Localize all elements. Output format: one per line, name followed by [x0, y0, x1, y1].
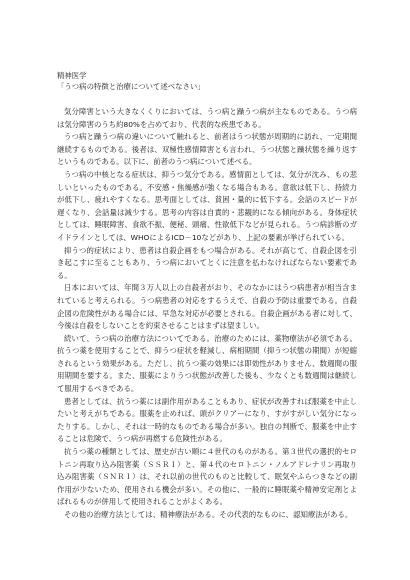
paragraph: 患者としては、抗うつ薬には副作用があることもあり、症状が改善すれば服薬を中止したいと考えがちである。服薬を止めれば、頭がクリアーになり、すがすがしい気分になったりする。しかし、それは一時的なものである場合が多い。独自の判断で、服薬を中止することは危険で、うつ病が再燃する危険性がある。 [57, 396, 357, 444]
paragraph: うつ病と躁うつ病の違いについて触れると、前者はうつ状態が周期的に訪れ、一定期間継続するものである。後者は、双極性感情障害とも言われ、うつ状態と躁状態を繰り返すというものである。以下に、前者のうつ病について述べる。 [57, 132, 357, 167]
paragraph: 続いて、うつ病の治療方法についてである。治療のためには、薬物療法が必須である。抗うつ薬を使用することで、抑うつ症状を軽減し、病相期間（抑うつ状態の期間）が短縮されるという効果がある。ただし、抗うつ薬の効果には即効性がありません、数週間の服用期間を要する。また、服薬によりうつ状態が改善した後も、少なくとも数週間は継続して服用するべきである。 [57, 333, 357, 394]
question-title: 「うつ病の特徴と治療について述べなさい」 [57, 82, 205, 91]
document-page [57, 70, 357, 522]
paragraph: 日本においては、年間３万人以上の自殺者がおり、そのなかにはうつ病患者が相当含まれていると考えられる。うつ病患者の対応をするうえで、自殺の予防は重要である。自殺企図の危険性がある場合には、早急な対応が必要とされる。自殺企画がある者に対して、今後は自殺をしないことを約束させることはまずは望ましい。 [57, 283, 357, 331]
subject-heading: 精神医学 [57, 71, 87, 80]
paragraph: うつ病の中核となる症状は、抑うつ気分である。感情面としては、気分が沈み、もの悲しいといったものである。不安感・焦燥感が強くなる場合もある。意欲は低下し、持続力が低下し、疲れやすくなる。思考面としては、貧困・量的に低下する。会話のスピードが遅くなり、会話量は減少する。思考の内容は自責的・悲観的になる傾向がある。身体症状としては、睡眠障害、食欲不振、便秘、頭痛、性欲低下などが見られる。うつ病診断のガイドラインとしては、WHOによるICD－10などがあり、上記の要素が挙げられている。 [57, 169, 357, 242]
paragraph: その他の治療方法としては、精神療法がある。その代表的なものに、認知療法がある。 [64, 510, 353, 519]
paragraph: 気分障害という大きなくくりにおいては、うつ病と躁うつ病が主なものである。うつ病は気分障害のうち約80%を占めており、代表的な疾患である。 [57, 107, 357, 129]
paragraph: 抗うつ薬の種類としては、歴史が古い順に４世代のものがある。第３世代の選択的セロトニン再取り込み阻害薬（ＳＳＲＩ）と、第４代のセロトニン・ノルアドレナリン再取り込み阻害薬（ＳＮＲＩ）は、それ以前の世代のものと比較して、眠気やふらつきなどの副作用が少ないため、使用される機会が多い。その他に、一般的に睡眠薬や精神安定剤とよばれるものが併用して使用されることがよくある。 [57, 447, 357, 507]
paragraph: 抑うつ的症状により、患者は自殺企画をもつ場合がある。それが高じて、自殺企図を引き起こすに至ることもあり、うつ病においてとくに注意を払わなければならない要素である。 [57, 245, 357, 280]
